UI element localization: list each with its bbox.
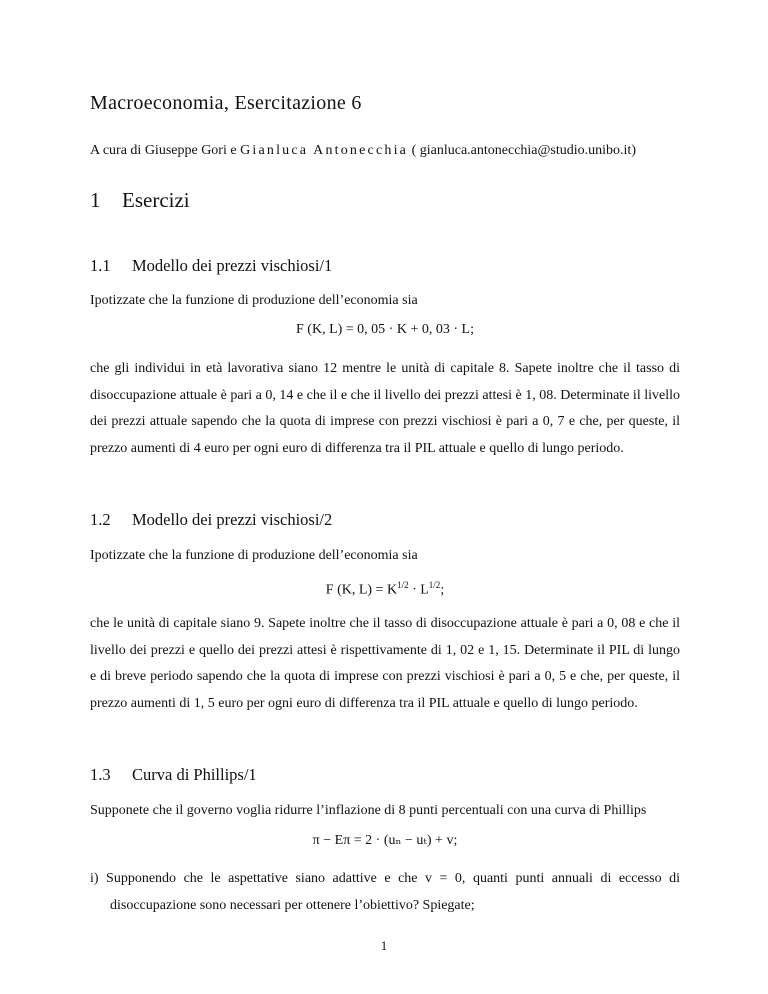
- author-name: Gianluca Antonecchia: [240, 143, 409, 158]
- subsection-title: Modello dei prezzi vischiosi/1: [132, 256, 333, 275]
- equation: F (K, $L) = K^{1/2} \cdot L^{1/2}$;: [325, 580, 445, 598]
- subsection-title: Modello dei prezzi vischiosi/2: [132, 510, 333, 529]
- paragraph: che le unità di capitale siano 9. Sapete inoltre che il tasso di disoccupazione attuale è pari a 0, 08 e che il livello dei prezzi e quello dei prezzi attesi è rispettivamente di 1, 02 e 1, 15. Determinate il PIL di lungo e di breve periodo sapendo che la quota di imprese con prezzi vischiosi è pari a 0, 5 e che, per queste, il prezzo aumenti di 1, 5 euro per ogni euro di differenza tra il PIL attuale e quello di lungo periodo.: [90, 616, 680, 711]
- section-heading: [90, 188, 190, 213]
- subsection-title: Curva di Phillips/1: [132, 765, 257, 784]
- authors-prefix: A cura di Giuseppe Gori e: [90, 143, 241, 158]
- subsection-number: 1.3: [90, 765, 111, 784]
- paragraph: Ipotizzate che la funzione di produzione dell’economia sia: [90, 293, 418, 308]
- section-number: 1: [90, 188, 101, 212]
- subsection-heading: [90, 765, 257, 785]
- subsection-number: 1.2: [90, 510, 111, 529]
- paragraph: Ipotizzate che la funzione di produzione dell’economia sia: [90, 548, 418, 563]
- document-title: Macroeconomia, Esercitazione 6: [90, 92, 362, 114]
- section-title: Esercizi: [122, 188, 190, 212]
- paragraph: che gli individui in età lavorativa siano 12 mentre le unità di capitale 8. Sapete inoltre che il tasso di disoccupazione attuale è pari a 0, 14 e che il e che il livello dei prezzi attesi è 1, 08. Determinate il livello dei prezzi attuale sapendo che la quota di imprese con prezzi vischiosi è pari a 0, 7 e che, per queste, il prezzo aumenti di 4 euro per ogni euro di differenza tra il PIL attuale e quello di lungo periodo.: [90, 361, 680, 456]
- list-item: i) Supponendo che le aspettative siano adattive e che v = 0, quanti punti annuali di eccesso di disoccupazione sono necessari per ottenere l’obiettivo? Spiegate;: [90, 871, 680, 913]
- subsection-number: 1.1: [90, 256, 111, 275]
- equation: π − Eπ = 2 · (uₙ − uₜ) + v;: [312, 833, 458, 848]
- author-email: ( gianluca.antonecchia@studio.unibo.it): [408, 143, 636, 158]
- equation: F (K, L) = 0, 05 · K + 0, 03 · L;: [296, 322, 474, 337]
- subsection-heading: [90, 510, 332, 530]
- paragraph: Supponete che il governo voglia ridurre l’inflazione di 8 punti percentuali con una curva di Phillips: [90, 803, 647, 818]
- page-number: 1: [380, 938, 388, 953]
- subsection-heading: [90, 256, 332, 276]
- authors-line: [90, 143, 636, 159]
